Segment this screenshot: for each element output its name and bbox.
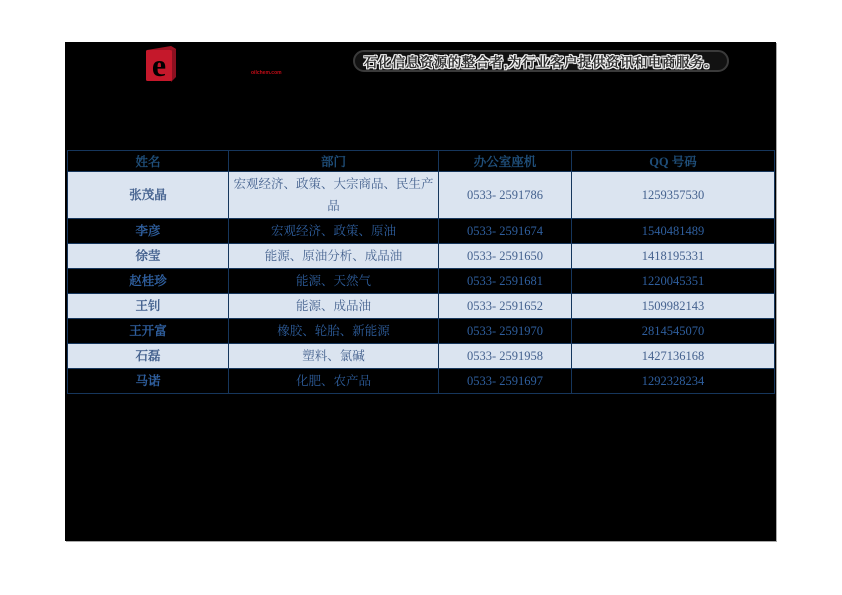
qq-cell: 1259357530	[572, 172, 775, 219]
phone-cell: 0533- 2591786	[439, 172, 572, 219]
qq-cell: 1427136168	[572, 344, 775, 369]
table-row	[68, 294, 775, 319]
slogan-banner: 石化信息资源的整合者,为行业客户提供资讯和电商服务。	[353, 50, 729, 72]
department-cell: 能源、天然气	[229, 269, 439, 294]
table-row	[68, 219, 775, 244]
table-header-row	[68, 151, 775, 172]
department-cell: 化肥、农产品	[229, 369, 439, 394]
contact-table	[67, 150, 775, 394]
phone-cell: 0533- 2591674	[439, 219, 572, 244]
department-cell: 能源、原油分析、成品油	[229, 244, 439, 269]
table-body	[68, 172, 775, 394]
name-cell: 赵桂珍	[68, 269, 229, 294]
column-header-department: 部门	[229, 151, 439, 172]
logo-domain-text: oilchem.com	[251, 70, 282, 76]
name-cell: 王钊	[68, 294, 229, 319]
svg-text:e: e	[151, 47, 167, 83]
column-header-phone: 办公室座机	[439, 151, 572, 172]
column-header-name: 姓名	[68, 151, 229, 172]
qq-cell: 1509982143	[572, 294, 775, 319]
department-cell: 宏观经济、政策、原油	[229, 219, 439, 244]
table-row	[68, 344, 775, 369]
table-row	[68, 319, 775, 344]
table-row	[68, 269, 775, 294]
qq-cell: 1292328234	[572, 369, 775, 394]
department-cell: 宏观经济、政策、大宗商品、民生产品	[229, 172, 439, 219]
company-logo	[143, 45, 283, 85]
phone-cell: 0533- 2591652	[439, 294, 572, 319]
table-row	[68, 369, 775, 394]
qq-cell: 1540481489	[572, 219, 775, 244]
phone-cell: 0533- 2591970	[439, 319, 572, 344]
name-cell: 徐莹	[68, 244, 229, 269]
name-cell: 王开富	[68, 319, 229, 344]
document-slide	[65, 42, 776, 541]
phone-cell: 0533- 2591681	[439, 269, 572, 294]
qq-cell: 1220045351	[572, 269, 775, 294]
phone-cell: 0533- 2591958	[439, 344, 572, 369]
name-cell: 石磊	[68, 344, 229, 369]
name-cell: 马诺	[68, 369, 229, 394]
phone-cell: 0533- 2591650	[439, 244, 572, 269]
qq-cell: 2814545070	[572, 319, 775, 344]
qq-cell: 1418195331	[572, 244, 775, 269]
phone-cell: 0533- 2591697	[439, 369, 572, 394]
department-cell: 橡胶、轮胎、新能源	[229, 319, 439, 344]
department-cell: 能源、成品油	[229, 294, 439, 319]
red-cube-e-logo-icon	[143, 45, 177, 83]
name-cell: 李彦	[68, 219, 229, 244]
name-cell: 张茂晶	[68, 172, 229, 219]
department-cell: 塑料、氯碱	[229, 344, 439, 369]
column-header-qq: QQ 号码	[572, 151, 775, 172]
table-row	[68, 244, 775, 269]
table-row	[68, 172, 775, 219]
